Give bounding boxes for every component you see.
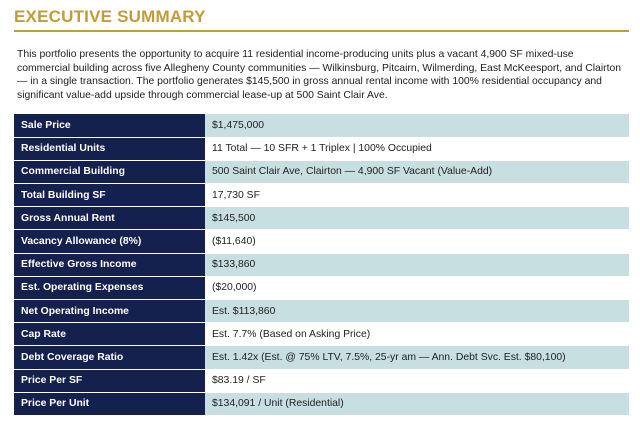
title-divider <box>14 30 629 32</box>
table-row-cap-rate <box>14 323 629 346</box>
table-row-price-per-unit <box>14 392 629 415</box>
row-label: Cap Rate <box>14 323 205 346</box>
row-value: $133,860 <box>205 253 629 276</box>
row-value: Est. $113,860 <box>205 300 629 323</box>
row-label: Vacancy Allowance (8%) <box>14 230 205 253</box>
summary-table <box>14 114 629 416</box>
row-value: $83.19 / SF <box>205 369 629 392</box>
row-label: Price Per Unit <box>14 392 205 415</box>
row-value: Est. 7.7% (Based on Asking Price) <box>205 323 629 346</box>
row-value: ($11,640) <box>205 230 629 253</box>
intro-paragraph: This portfolio presents the opportunity to acquire 11 residential income-producing units plus a vacant 4,900 SF mixed-use commercial building across five Allegheny County communities — Wilkinsburg, Pitcairn, Wilmerding, East McKeesport, and Clairton — in a single transaction. The portfolio generates $145,500 in gross annual rental income with 100% residential occupancy and significant value-add upside through commercial lease-up at 500 Saint Clair Ave. <box>17 49 622 101</box>
table-row-price-per-sf <box>14 369 629 392</box>
row-label: Price Per SF <box>14 369 205 392</box>
row-value: Est. 1.42x (Est. @ 75% LTV, 7.5%, 25-yr am — Ann. Debt Svc. Est. $80,100) <box>205 346 629 369</box>
row-value: $1,475,000 <box>205 114 629 137</box>
page-title: EXECUTIVE SUMMARY <box>14 7 206 26</box>
row-label: Sale Price <box>14 114 205 137</box>
row-value: 17,730 SF <box>205 184 629 207</box>
row-label: Commercial Building <box>14 160 205 183</box>
table-row-commercial-building <box>14 160 629 183</box>
row-label: Residential Units <box>14 137 205 160</box>
table-row-net-operating-income <box>14 300 629 323</box>
table-row-sale-price <box>14 114 629 137</box>
row-value: $134,091 / Unit (Residential) <box>205 392 629 415</box>
table-row-residential-units <box>14 137 629 160</box>
row-value: ($20,000) <box>205 276 629 299</box>
table-row-gross-annual-rent <box>14 207 629 230</box>
table-row-est-operating-expenses <box>14 276 629 299</box>
row-label: Effective Gross Income <box>14 253 205 276</box>
row-value: $145,500 <box>205 207 629 230</box>
row-label: Gross Annual Rent <box>14 207 205 230</box>
table-row-effective-gross-income <box>14 253 629 276</box>
row-label: Debt Coverage Ratio <box>14 346 205 369</box>
table-row-vacancy-allowance <box>14 230 629 253</box>
row-label: Est. Operating Expenses <box>14 276 205 299</box>
row-label: Net Operating Income <box>14 300 205 323</box>
row-value: 500 Saint Clair Ave, Clairton — 4,900 SF Vacant (Value-Add) <box>205 160 629 183</box>
row-value: 11 Total — 10 SFR + 1 Triplex | 100% Occupied <box>205 137 629 160</box>
table-row-total-building-sf <box>14 184 629 207</box>
table-row-debt-coverage-ratio <box>14 346 629 369</box>
row-label: Total Building SF <box>14 184 205 207</box>
